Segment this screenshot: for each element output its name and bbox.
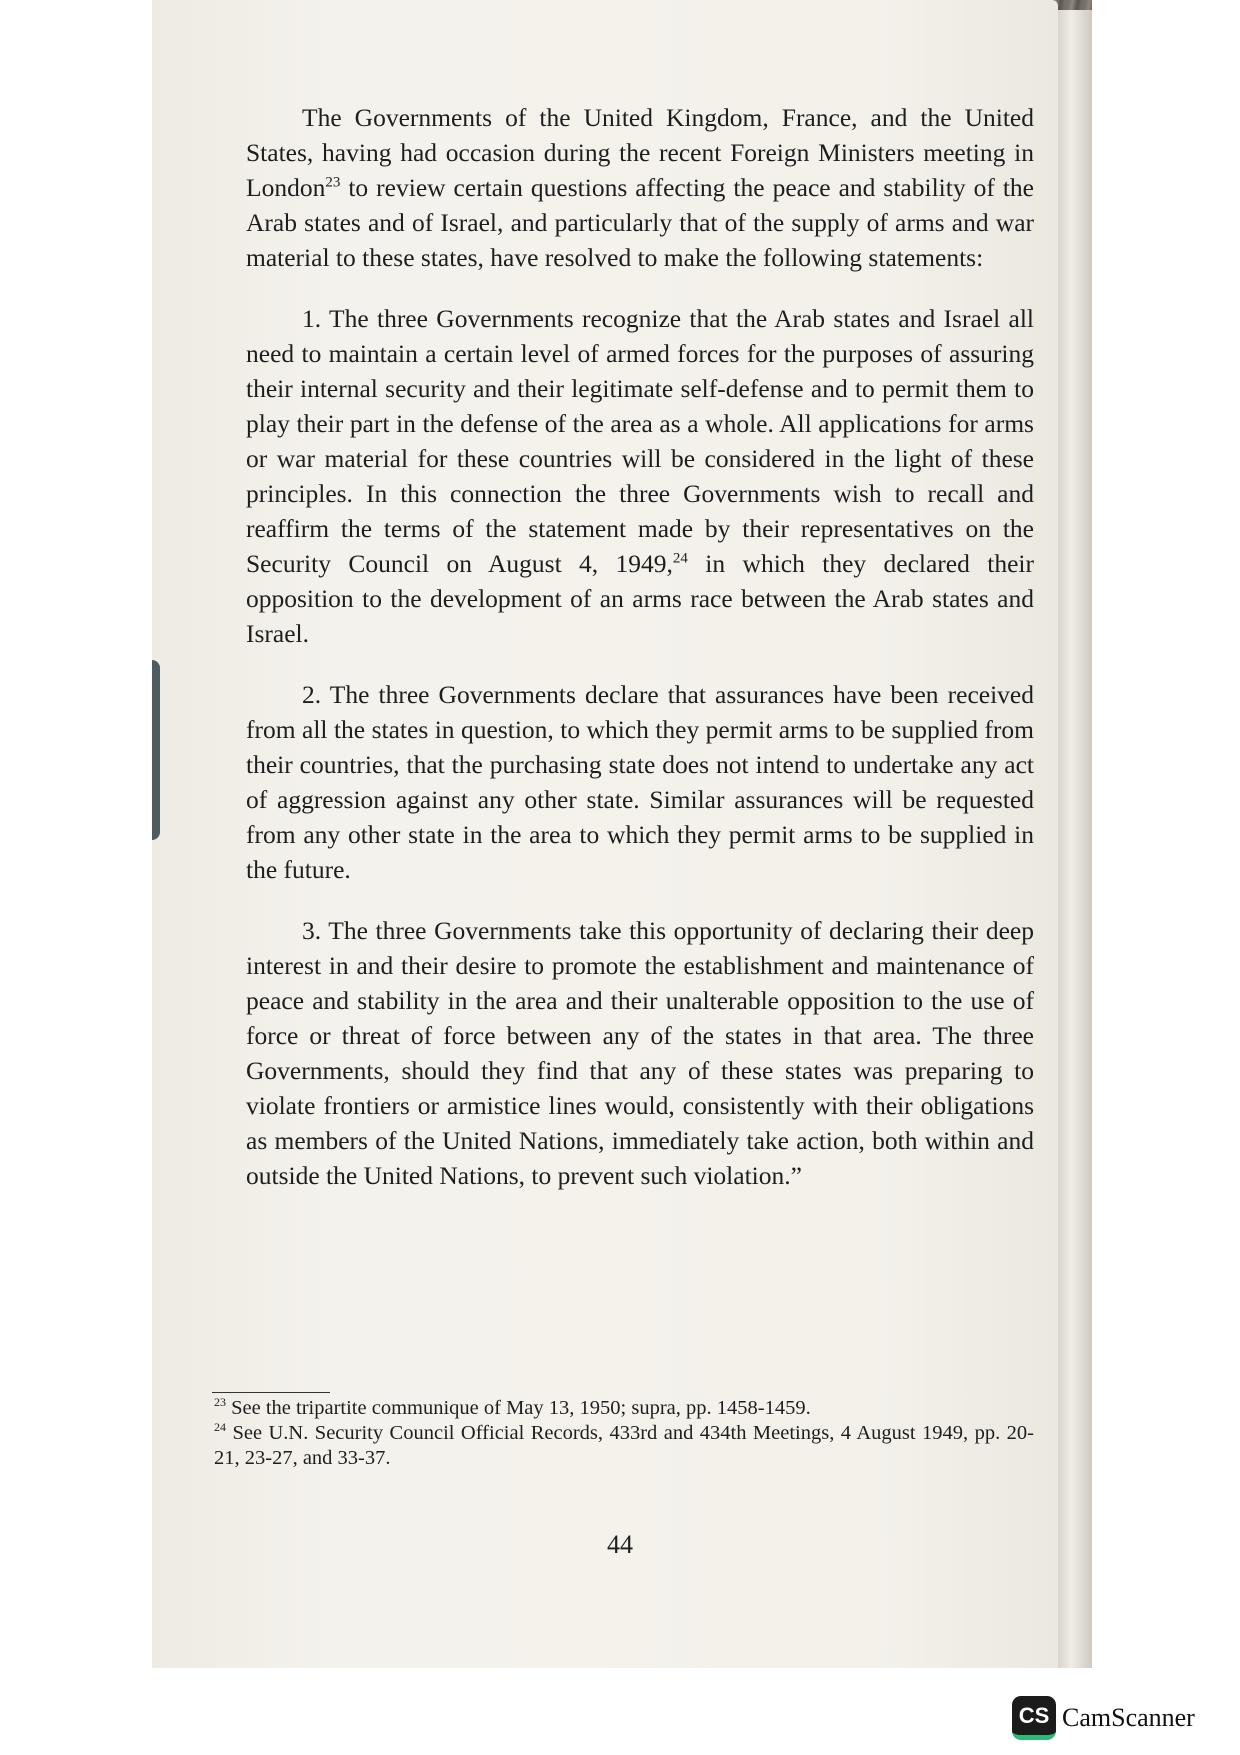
footnotes: [214, 1396, 1034, 1471]
page-number: 44: [607, 1530, 633, 1559]
paragraph-1: [246, 301, 1034, 651]
camscanner-name: CamScanner: [1062, 1703, 1195, 1732]
footnote-ref-23: 23: [325, 174, 341, 191]
paragraph-text: 3. The three Governments take this opportunity of declaring their deep interest in and their desire to promote the establishment and maintenance of peace and stability in the area and their unalterable opposition to the use of force or threat of force between any of the states in that area. The three Governments, should they find that any of these states was preparing to violate frontiers or armistice lines would, consistently with their obligations as members of the United Nations, immediately take action, both within and outside the United Nations, to prevent such violation.”: [246, 916, 1034, 1190]
paragraph-text: The Governments of the United Kingdom, France, and the United States, having had occasion during the recent Foreign Ministers meeting in London: [246, 103, 1034, 202]
footnote-ref-24: 24: [672, 550, 688, 567]
footnote-mark: 23: [214, 1395, 226, 1410]
page-edge: [1058, 10, 1092, 1668]
paragraph-text: 2. The three Governments declare that assurances have been received from all the states in question, to which they permit arms to be supplied from their countries, that the purchasing state does not intend to undertake any act of aggression against any other state. Similar assurances will be requested from any other state in the area to which they permit arms to be supplied in the future.: [246, 680, 1034, 884]
paragraph-text: in which they declared their opposition to the development of an arms race between the Arab states and Israel.: [246, 549, 1034, 648]
camscanner-watermark: [1012, 1696, 1195, 1740]
footnote-divider: [212, 1392, 330, 1393]
paragraph-2: [246, 677, 1034, 887]
footnote-mark: 24: [214, 1420, 226, 1435]
body-text: [246, 100, 1034, 1219]
paragraph-3: [246, 913, 1034, 1193]
footnote-23: [214, 1396, 1034, 1421]
binding-mark: [152, 660, 160, 840]
paragraph-intro: [246, 100, 1034, 275]
footnote-text: See U.N. Security Council Official Records, 433rd and 434th Meetings, 4 August 1949, pp. 20-21, 23-27, and 33-37.: [214, 1422, 1034, 1469]
camscanner-logo-icon: CS: [1012, 1696, 1056, 1740]
paragraph-text: 1. The three Governments recognize that the Arab states and Israel all need to maintain a certain level of armed forces for the purposes of assuring their internal security and their legitimate self-defense and to permit them to play their part in the defense of the area as a whole. All applications for arms or war material for these countries will be considered in the light of these principles. In this connection the three Governments wish to recall and reaffirm the terms of the statement made by their representatives on the Security Council on August 4, 1949,: [246, 304, 1034, 578]
paragraph-text: to review certain questions affecting the peace and stability of the Arab states and of Israel, and particularly that of the supply of arms and war material to these states, have resolved to make the following statements:: [246, 173, 1034, 272]
footnote-24: [214, 1421, 1034, 1471]
footnote-text: See the tripartite communique of May 13, 1950; supra, pp. 1458-1459.: [226, 1397, 811, 1419]
